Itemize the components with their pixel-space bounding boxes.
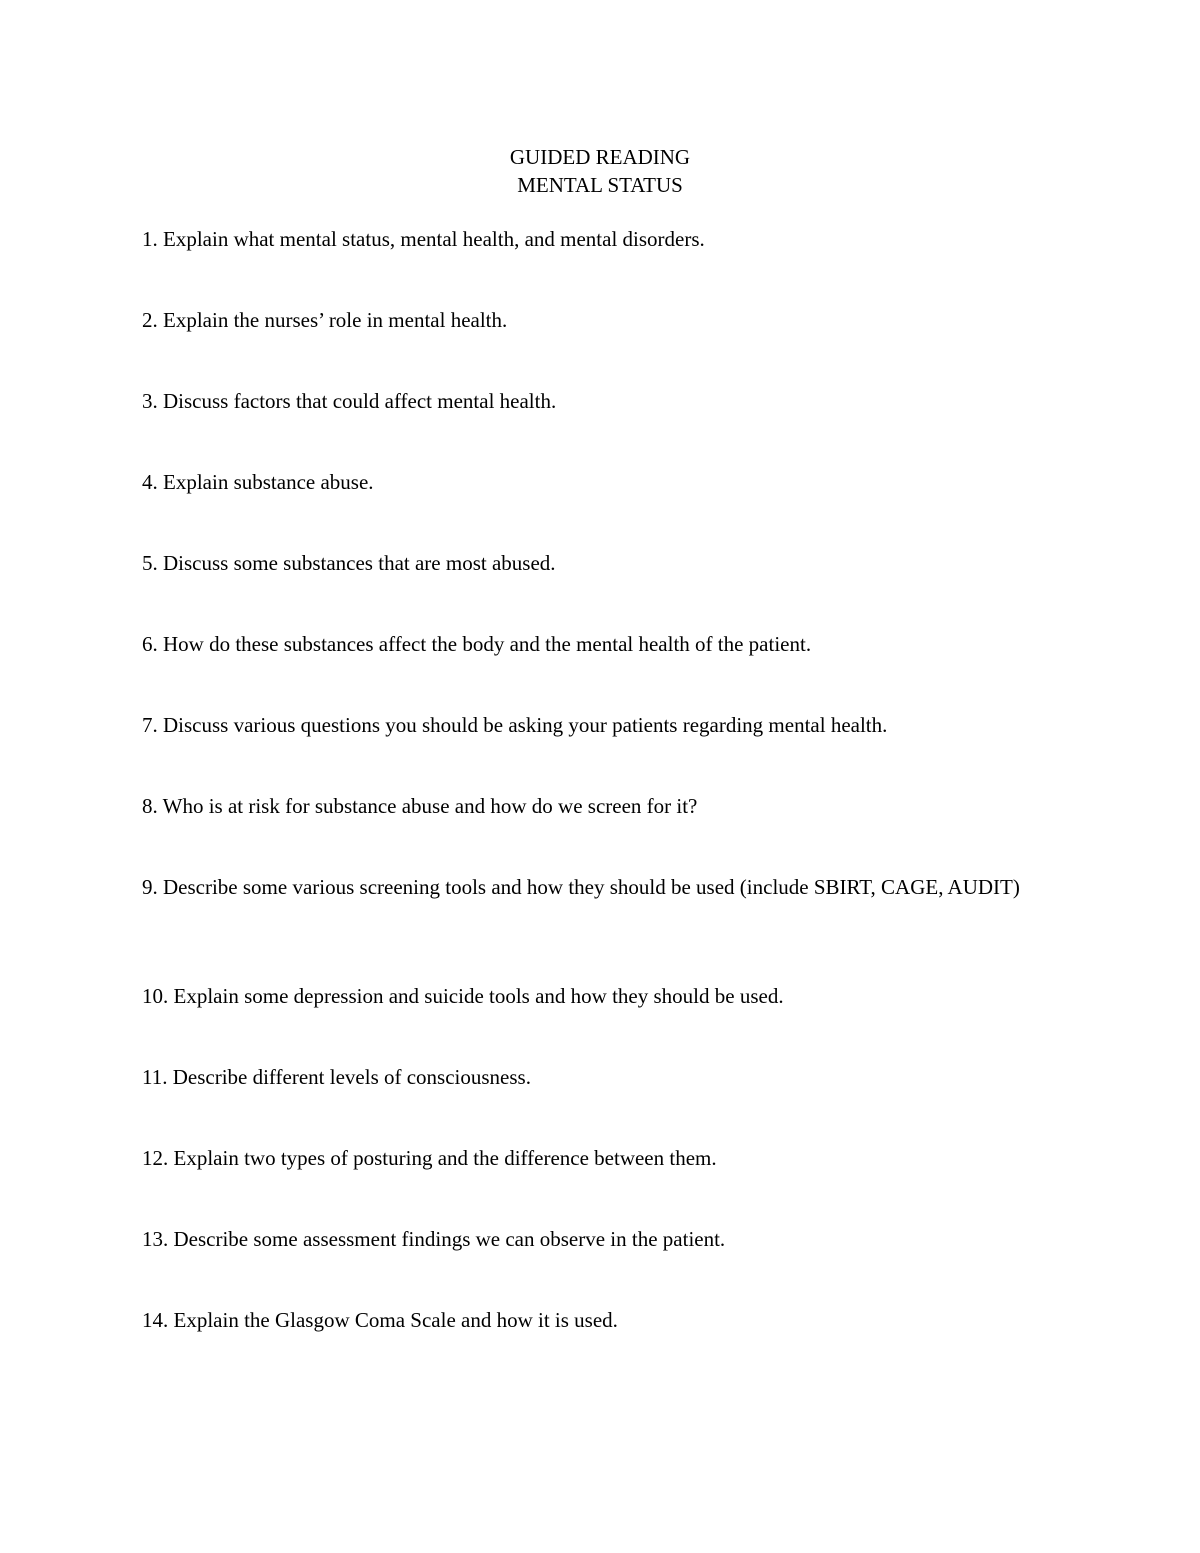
question-3: 3. Discuss factors that could affect mental health. — [142, 389, 557, 413]
title-line-1: GUIDED READING — [509, 145, 691, 169]
question-9: 9. Describe some various screening tools and how they should be used (include SBIRT, CAGE, AUDIT) — [142, 875, 1020, 899]
question-4: 4. Explain substance abuse. — [142, 470, 374, 494]
question-13: 13. Describe some assessment findings we can observe in the patient. — [142, 1227, 726, 1251]
question-1: 1. Explain what mental status, mental health, and mental disorders. — [142, 227, 705, 251]
question-10: 10. Explain some depression and suicide tools and how they should be used. — [142, 984, 784, 1008]
question-5: 5. Discuss some substances that are most abused. — [142, 551, 556, 575]
question-11: 11. Describe different levels of consciousness. — [142, 1065, 531, 1089]
question-14: 14. Explain the Glasgow Coma Scale and how it is used. — [142, 1308, 618, 1332]
question-8: 8. Who is at risk for substance abuse and how do we screen for it? — [142, 794, 698, 818]
question-2: 2. Explain the nurses’ role in mental health. — [142, 308, 508, 332]
question-7: 7. Discuss various questions you should be asking your patients regarding mental health. — [142, 713, 888, 737]
title-line-2: MENTAL STATUS — [517, 173, 683, 197]
question-12: 12. Explain two types of posturing and the difference between them. — [142, 1146, 717, 1170]
question-6: 6. How do these substances affect the body and the mental health of the patient. — [142, 632, 812, 656]
document-title — [0, 143, 1200, 199]
